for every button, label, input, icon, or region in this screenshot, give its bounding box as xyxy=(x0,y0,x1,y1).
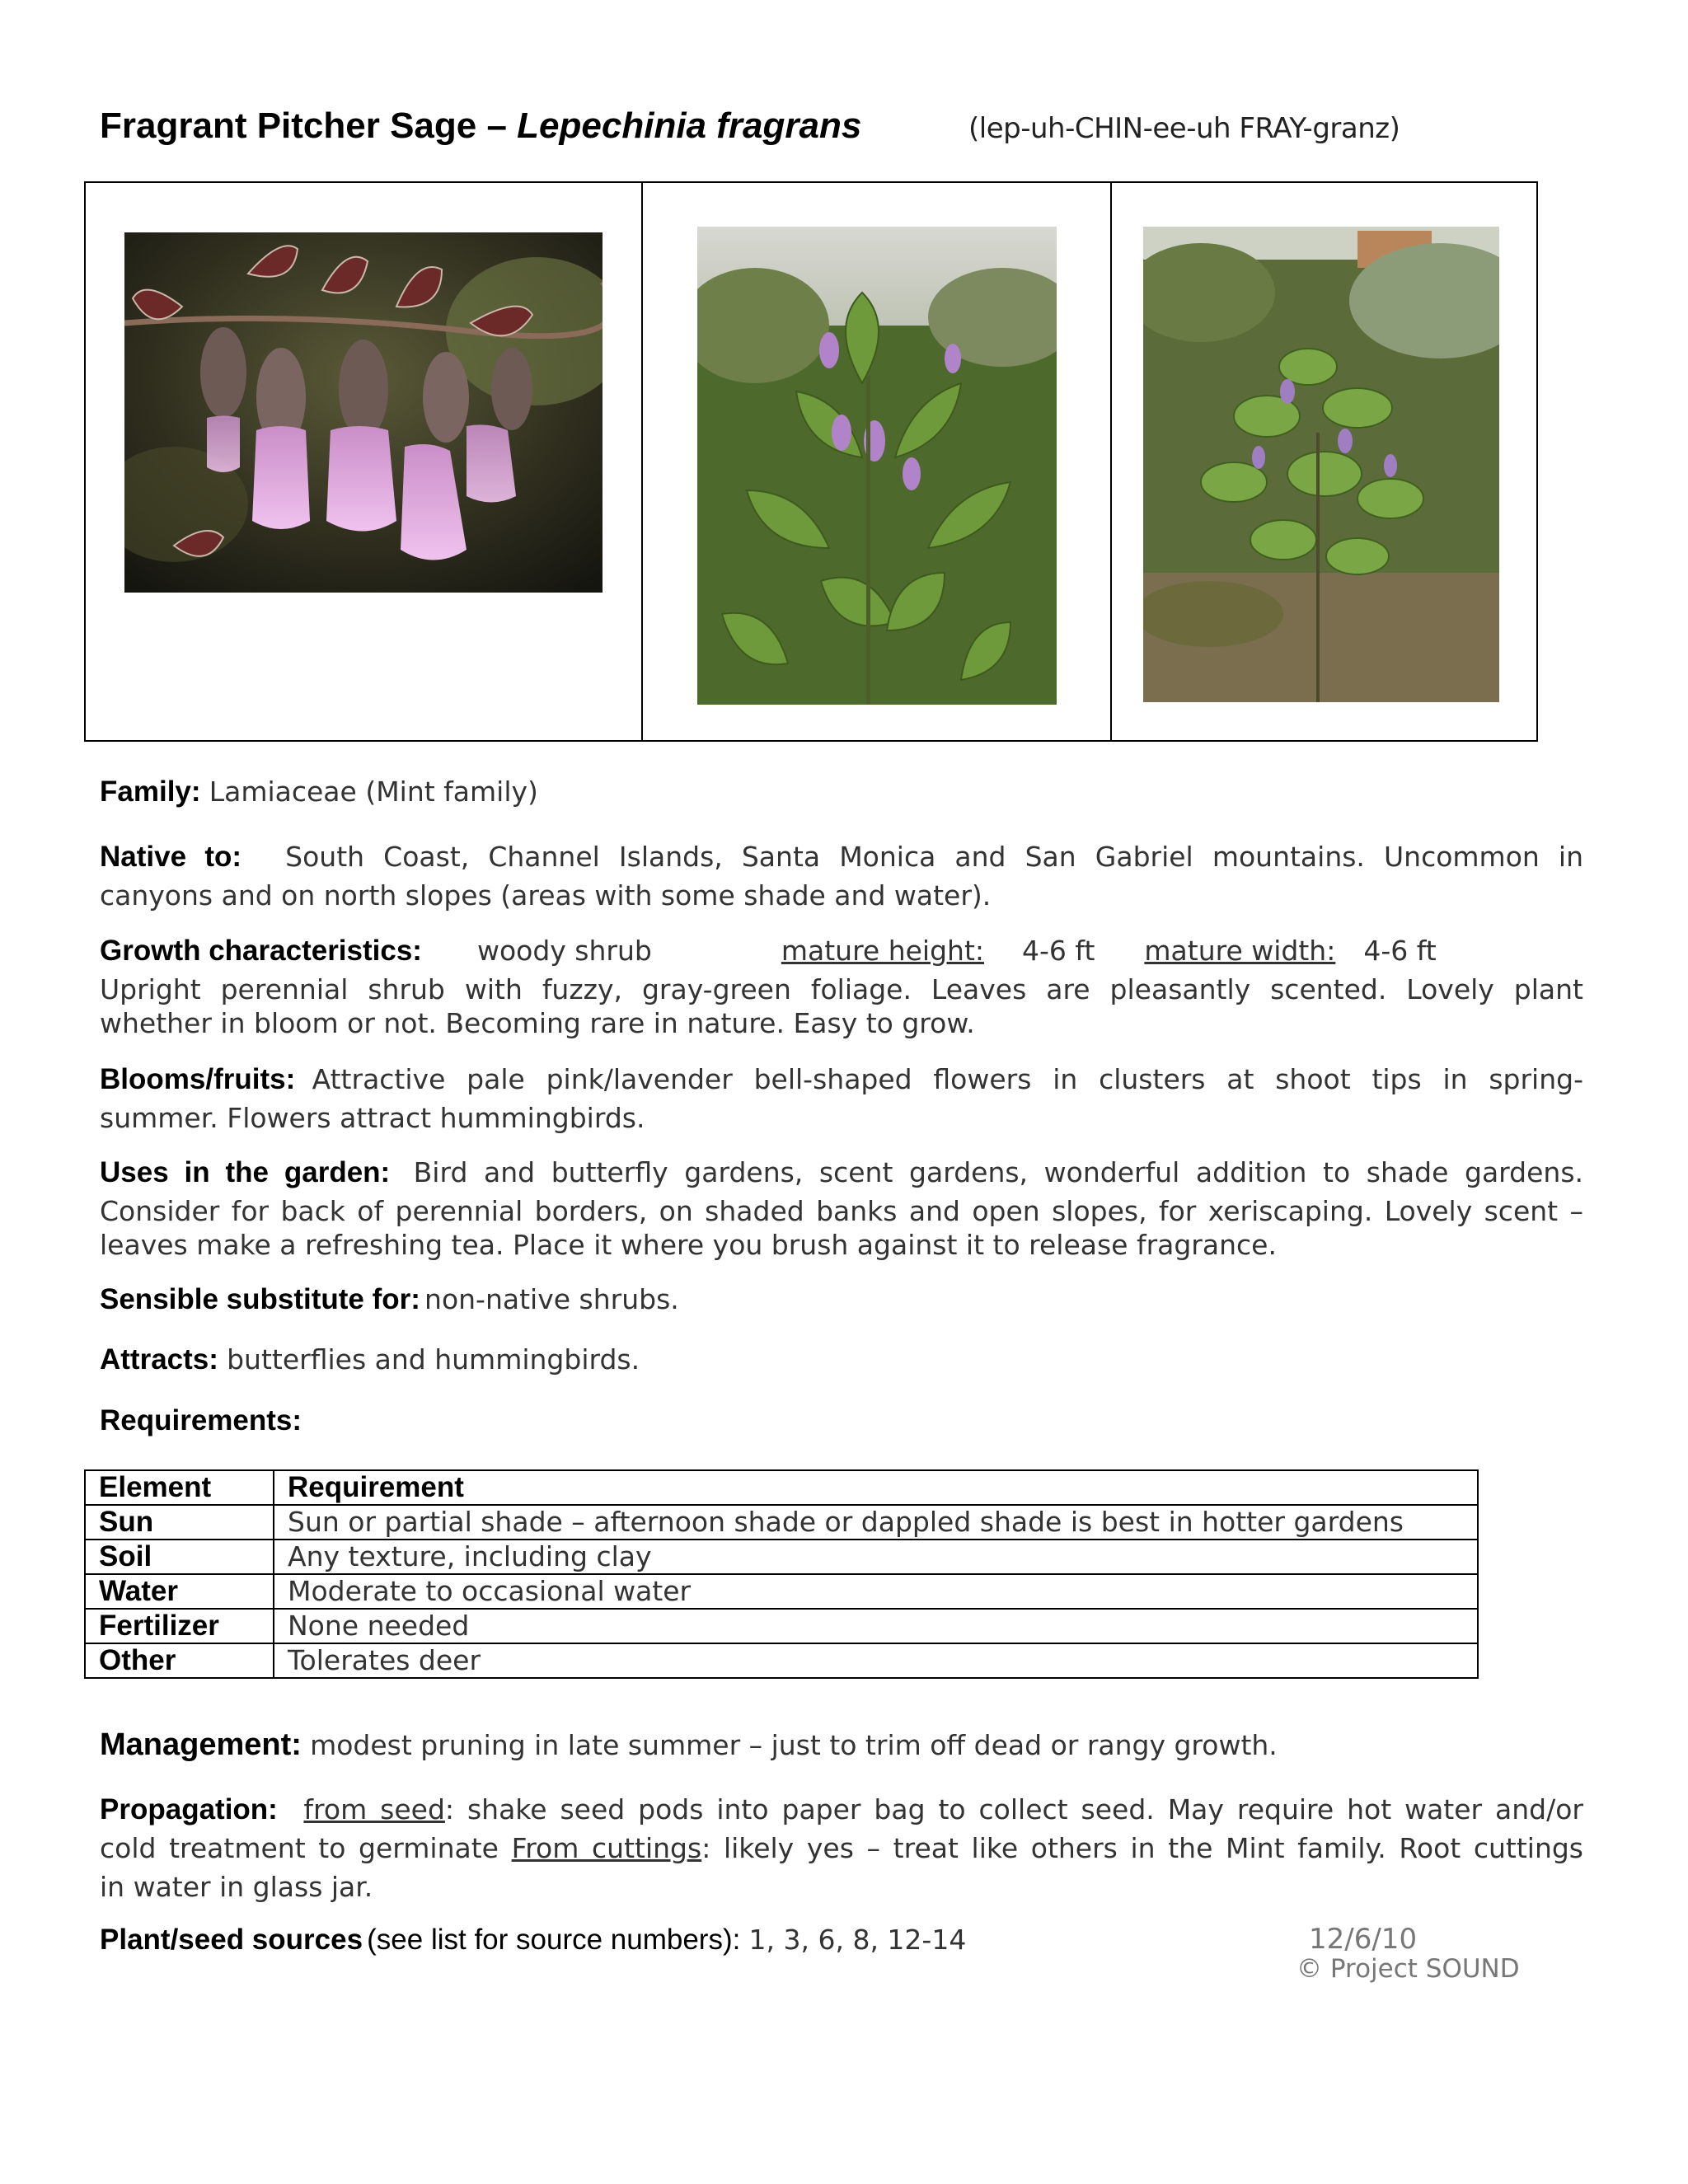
copyright: © Project SOUND xyxy=(1296,1954,1520,1984)
blooms-line-1: Attractive pale pink/lavender bell-shaped flowers in clusters at shoot tips in spring- xyxy=(312,1063,1583,1095)
seed-text: : shake seed pods into paper bag to collect seed. May require hot water and/or xyxy=(444,1793,1583,1825)
growth-type: woody shrub xyxy=(476,935,652,967)
row-element: Water xyxy=(85,1574,274,1609)
from-cuttings-label: From cuttings xyxy=(511,1832,702,1864)
attracts-section xyxy=(100,1343,1583,1381)
page-title xyxy=(100,105,861,147)
native-section xyxy=(100,840,1583,912)
mature-width-label: mature width: xyxy=(1144,935,1336,967)
growth-line-2: Upright perennial shrub with fuzzy, gray-green foliage. Leaves are pleasantly scented. Lovely plant xyxy=(100,973,1583,1005)
garden-shrub-photo xyxy=(1143,227,1499,702)
common-name: Fragrant Pitcher Sage – xyxy=(100,105,518,146)
uses-line-2: Consider for back of perennial borders, on shaded banks and open slopes, for xeriscaping. Lovely scent – xyxy=(100,1195,1583,1227)
header-requirement: Requirement xyxy=(274,1470,1478,1505)
growth-section xyxy=(100,934,1583,1040)
photo-divider xyxy=(641,181,643,742)
pronunciation: (lep-uh-CHIN-ee-uh FRAY-granz) xyxy=(968,112,1400,145)
management-value: modest pruning in late summer – just to trim off dead or rangy growth. xyxy=(310,1729,1278,1761)
management-section xyxy=(100,1728,1583,1767)
mature-height-value: 4-6 ft xyxy=(1022,935,1095,967)
native-line-1: South Coast, Channel Islands, Santa Monica and San Gabriel mountains. Uncommon in xyxy=(285,841,1583,873)
uses-line-3: leaves make a refreshing tea. Place it where you brush against it to release fragrance. xyxy=(100,1229,1277,1261)
propagation-label: Propagation: xyxy=(100,1793,278,1825)
attracts-label: Attracts: xyxy=(100,1343,218,1376)
family-label: Family: xyxy=(100,776,201,808)
family-section xyxy=(100,775,1583,813)
plant-habit-photo xyxy=(697,227,1057,705)
sources-note: (see list for source numbers): xyxy=(367,1924,741,1956)
row-element: Other xyxy=(85,1643,274,1678)
requirements-label: Requirements: xyxy=(100,1404,302,1436)
header-element: Element xyxy=(85,1470,274,1505)
uses-section xyxy=(100,1155,1583,1262)
substitute-label: Sensible substitute for: xyxy=(100,1283,420,1315)
row-requirement: Sun or partial shade – afternoon shade or dappled shade is best in hotter gardens xyxy=(274,1505,1478,1540)
mature-width-value: 4-6 ft xyxy=(1363,935,1437,967)
substitute-section xyxy=(100,1282,1583,1321)
photo-divider xyxy=(1110,181,1112,742)
management-label: Management: xyxy=(100,1727,302,1762)
blooms-line-2: summer. Flowers attract hummingbirds. xyxy=(100,1102,645,1134)
scientific-name: Lepechinia fragrans xyxy=(517,105,862,146)
native-line-2: canyons and on north slopes (areas with some shade and water). xyxy=(100,879,992,912)
blooms-section xyxy=(100,1062,1583,1135)
table-header-row xyxy=(85,1470,1478,1505)
propagation-line-3: in water in glass jar. xyxy=(100,1871,373,1903)
row-requirement: Any texture, including clay xyxy=(274,1540,1478,1574)
blooms-label: Blooms/fruits: xyxy=(100,1063,296,1095)
table-row xyxy=(85,1574,1478,1609)
row-requirement: Tolerates deer xyxy=(274,1643,1478,1678)
growth-label: Growth characteristics: xyxy=(100,935,422,967)
row-element: Soil xyxy=(85,1540,274,1574)
requirements-table xyxy=(84,1469,1479,1679)
table-row xyxy=(85,1505,1478,1540)
table-row xyxy=(85,1609,1478,1643)
table-row xyxy=(85,1540,1478,1574)
propagation-line-2: cold treatment to germinate xyxy=(100,1832,512,1864)
flower-closeup-photo xyxy=(124,232,603,593)
table-row xyxy=(85,1643,1478,1678)
family-value: Lamiaceae (Mint family) xyxy=(209,776,538,808)
row-requirement: None needed xyxy=(274,1609,1478,1643)
propagation-section xyxy=(100,1793,1583,1904)
from-seed-label: from seed xyxy=(303,1793,445,1825)
row-element: Sun xyxy=(85,1505,274,1540)
sources-value: 1, 3, 6, 8, 12-14 xyxy=(748,1924,967,1956)
mature-height-label: mature height: xyxy=(781,935,985,967)
native-label: Native to: xyxy=(100,841,242,873)
row-element: Fertilizer xyxy=(85,1609,274,1643)
revision-date: 12/6/10 xyxy=(1309,1923,1418,1956)
sources-section xyxy=(100,1923,1254,1961)
sources-label: Plant/seed sources xyxy=(100,1924,363,1956)
growth-line-3: whether in bloom or not. Becoming rare in nature. Easy to grow. xyxy=(100,1007,975,1039)
requirements-section xyxy=(100,1404,1583,1442)
attracts-value: butterflies and hummingbirds. xyxy=(227,1343,640,1376)
uses-line-1: Bird and butterfly gardens, scent gardens, wonderful addition to shade gardens. xyxy=(413,1156,1583,1188)
cuttings-text: : likely yes – treat like others in the Mint family. Root cuttings xyxy=(701,1832,1583,1864)
substitute-value: non-native shrubs. xyxy=(424,1283,679,1315)
row-requirement: Moderate to occasional water xyxy=(274,1574,1478,1609)
uses-label: Uses in the garden: xyxy=(100,1156,391,1188)
